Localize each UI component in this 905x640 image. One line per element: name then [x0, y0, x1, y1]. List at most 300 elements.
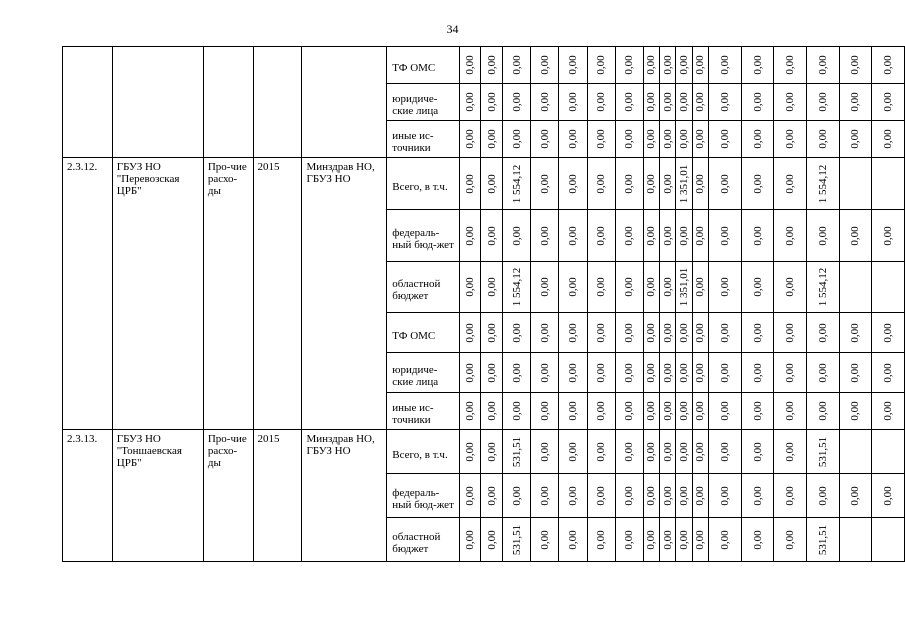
value-cell: [559, 353, 587, 393]
value-cell: [709, 262, 742, 313]
value-text: 0,00: [538, 173, 551, 194]
value-text: 0,00: [882, 401, 895, 421]
value-text: 0,00: [645, 485, 658, 506]
value-cell: [643, 47, 659, 84]
value-cell: [872, 84, 905, 121]
value-cell: [615, 518, 643, 562]
value-text: 0,00: [595, 322, 608, 343]
value-cell: [839, 474, 872, 518]
value-cell: [587, 353, 615, 393]
value-cell: [807, 210, 840, 262]
value-text: 0,00: [566, 225, 579, 246]
value-text: 0,00: [485, 322, 498, 343]
value-cell: [459, 262, 481, 313]
value-text: 0,00: [882, 55, 895, 75]
value-text: 0,00: [623, 55, 636, 75]
value-cell: [643, 84, 659, 121]
value-text: 0,00: [464, 55, 477, 75]
value-text: 0,00: [566, 92, 579, 112]
value-text: 0,00: [784, 529, 797, 550]
value-text: 0,00: [718, 129, 731, 149]
value-cell: [615, 430, 643, 474]
funding-source: Всего, в т.ч.: [387, 430, 459, 474]
value-cell: [807, 474, 840, 518]
value-text: 0,00: [645, 129, 658, 149]
value-text: 0,00: [882, 485, 895, 506]
value-text: 0,00: [718, 441, 731, 462]
value-cell: [643, 474, 659, 518]
value-text: 0,00: [595, 441, 608, 462]
table-row: [63, 158, 905, 210]
value-cell: [615, 84, 643, 121]
value-text: 0,00: [623, 322, 636, 343]
value-text: 0,00: [751, 529, 764, 550]
value-text: 0,00: [566, 277, 579, 297]
value-text: 0,00: [595, 92, 608, 112]
value-cell: [872, 210, 905, 262]
value-cell: [741, 84, 774, 121]
value-cell: [741, 158, 774, 210]
value-text: 0,00: [566, 55, 579, 75]
value-cell: [741, 47, 774, 84]
value-text: 0,00: [464, 362, 477, 383]
value-cell: [615, 393, 643, 430]
value-text: 0,00: [678, 92, 691, 112]
value-cell: [807, 158, 840, 210]
value-cell: [676, 393, 692, 430]
value-text: 0,00: [595, 225, 608, 246]
value-cell: [872, 47, 905, 84]
value-cell: [531, 121, 559, 158]
value-text: 0,00: [595, 485, 608, 506]
value-cell: [615, 353, 643, 393]
value-cell: [676, 262, 692, 313]
value-cell: [643, 353, 659, 393]
value-text: 0,00: [510, 92, 523, 112]
value-text: 0,00: [694, 277, 707, 297]
value-cell: [807, 518, 840, 562]
value-text: 0,00: [751, 401, 764, 421]
value-cell: [503, 313, 531, 353]
value-text: 531,51: [510, 436, 523, 467]
value-text: 1 351,01: [678, 164, 691, 203]
value-text: 0,00: [485, 55, 498, 75]
value-cell: [774, 84, 807, 121]
value-text: 0,00: [510, 129, 523, 149]
value-cell: [741, 474, 774, 518]
value-cell: [709, 84, 742, 121]
value-cell: [676, 158, 692, 210]
value-text: 0,00: [464, 225, 477, 246]
value-cell: [872, 518, 905, 562]
value-cell: [559, 262, 587, 313]
value-text: 0,00: [678, 362, 691, 383]
value-text: 0,00: [566, 129, 579, 149]
value-text: 0,00: [645, 441, 658, 462]
value-cell: [615, 121, 643, 158]
value-text: 0,00: [694, 362, 707, 383]
value-cell: [559, 158, 587, 210]
value-text: 0,00: [566, 401, 579, 421]
funding-source: ТФ ОМС: [387, 47, 459, 84]
value-text: 0,00: [661, 529, 674, 550]
value-cell: [503, 430, 531, 474]
value-text: 0,00: [882, 322, 895, 343]
value-cell: [481, 121, 503, 158]
value-cell: [676, 47, 692, 84]
value-cell: [587, 518, 615, 562]
expense-kind: [203, 47, 253, 158]
value-cell: [660, 262, 676, 313]
value-cell: [531, 393, 559, 430]
value-text: 0,00: [538, 225, 551, 246]
value-text: 0,00: [849, 485, 862, 506]
value-cell: [503, 518, 531, 562]
value-cell: [741, 393, 774, 430]
value-text: 0,00: [751, 322, 764, 343]
value-cell: [643, 262, 659, 313]
value-text: 0,00: [784, 225, 797, 246]
value-cell: [676, 353, 692, 393]
value-cell: [459, 430, 481, 474]
value-cell: [872, 121, 905, 158]
value-text: 0,00: [751, 92, 764, 112]
value-text: 0,00: [595, 401, 608, 421]
institution-name: [112, 47, 203, 158]
value-text: 0,00: [464, 441, 477, 462]
value-cell: [709, 47, 742, 84]
value-text: 0,00: [849, 55, 862, 75]
value-text: 0,00: [485, 225, 498, 246]
value-text: 0,00: [645, 92, 658, 112]
value-cell: [692, 353, 708, 393]
value-cell: [615, 313, 643, 353]
value-cell: [660, 518, 676, 562]
value-text: 0,00: [464, 529, 477, 550]
value-cell: [587, 313, 615, 353]
value-cell: [643, 393, 659, 430]
value-cell: [872, 393, 905, 430]
value-cell: [709, 430, 742, 474]
value-text: 0,00: [510, 362, 523, 383]
value-text: 0,00: [538, 529, 551, 550]
value-text: 0,00: [645, 529, 658, 550]
value-cell: [709, 121, 742, 158]
value-cell: [459, 313, 481, 353]
value-cell: [559, 518, 587, 562]
executor: Минздрав НО, ГБУЗ НО: [302, 158, 387, 430]
value-cell: [872, 262, 905, 313]
value-cell: [774, 353, 807, 393]
value-cell: [660, 313, 676, 353]
value-cell: [692, 262, 708, 313]
value-cell: [615, 47, 643, 84]
value-cell: [774, 393, 807, 430]
value-text: 0,00: [816, 92, 829, 112]
value-cell: [692, 313, 708, 353]
financing-table: [62, 46, 905, 562]
value-text: 0,00: [694, 441, 707, 462]
value-cell: [774, 121, 807, 158]
value-cell: [676, 210, 692, 262]
value-cell: [774, 262, 807, 313]
value-cell: [481, 47, 503, 84]
value-cell: [872, 158, 905, 210]
value-text: 0,00: [849, 362, 862, 383]
value-text: 1 554,12: [816, 164, 829, 203]
value-cell: [839, 210, 872, 262]
value-text: 0,00: [784, 322, 797, 343]
value-text: 0,00: [623, 529, 636, 550]
value-text: 0,00: [595, 173, 608, 194]
value-text: 0,00: [882, 92, 895, 112]
value-text: 0,00: [751, 129, 764, 149]
value-text: 0,00: [510, 401, 523, 421]
value-text: 0,00: [694, 173, 707, 194]
value-cell: [741, 313, 774, 353]
value-text: 0,00: [566, 441, 579, 462]
value-text: 0,00: [566, 322, 579, 343]
value-text: 0,00: [538, 92, 551, 112]
value-text: 0,00: [751, 441, 764, 462]
value-cell: [692, 158, 708, 210]
institution-name: ГБУЗ НО "Тоншаевская ЦРБ": [112, 430, 203, 562]
value-text: 0,00: [623, 173, 636, 194]
value-text: 0,00: [784, 401, 797, 421]
value-cell: [615, 474, 643, 518]
value-text: 0,00: [678, 529, 691, 550]
value-text: 0,00: [718, 55, 731, 75]
value-cell: [587, 262, 615, 313]
value-text: 0,00: [538, 322, 551, 343]
value-cell: [559, 393, 587, 430]
value-text: 0,00: [882, 225, 895, 246]
value-text: 0,00: [538, 55, 551, 75]
value-cell: [807, 353, 840, 393]
value-text: 0,00: [784, 129, 797, 149]
value-text: 0,00: [566, 362, 579, 383]
value-cell: [807, 84, 840, 121]
value-cell: [692, 474, 708, 518]
value-text: 0,00: [816, 225, 829, 246]
value-text: 0,00: [718, 529, 731, 550]
value-cell: [709, 158, 742, 210]
value-text: 0,00: [661, 55, 674, 75]
value-text: 0,00: [849, 401, 862, 421]
value-cell: [459, 393, 481, 430]
value-text: 0,00: [718, 277, 731, 297]
value-text: 0,00: [751, 362, 764, 383]
value-text: 0,00: [816, 401, 829, 421]
value-cell: [459, 158, 481, 210]
value-text: 0,00: [595, 277, 608, 297]
value-text: 0,00: [816, 129, 829, 149]
value-cell: [660, 210, 676, 262]
value-text: 0,00: [464, 173, 477, 194]
expense-kind: Про-чие расхо-ды: [203, 158, 253, 430]
value-text: 0,00: [538, 485, 551, 506]
value-cell: [481, 353, 503, 393]
value-cell: [531, 47, 559, 84]
value-text: 0,00: [882, 129, 895, 149]
value-text: 0,00: [623, 441, 636, 462]
value-cell: [459, 353, 481, 393]
value-cell: [643, 313, 659, 353]
value-cell: [531, 158, 559, 210]
value-cell: [692, 518, 708, 562]
value-cell: [839, 262, 872, 313]
value-text: 0,00: [718, 401, 731, 421]
value-cell: [872, 353, 905, 393]
value-text: 0,00: [485, 92, 498, 112]
value-cell: [839, 47, 872, 84]
value-text: 0,00: [694, 401, 707, 421]
value-cell: [839, 313, 872, 353]
value-cell: [692, 210, 708, 262]
value-text: 0,00: [566, 485, 579, 506]
value-text: 0,00: [694, 485, 707, 506]
value-text: 0,00: [678, 129, 691, 149]
value-cell: [692, 84, 708, 121]
value-cell: [807, 121, 840, 158]
funding-source: федераль-ный бюд-жет: [387, 474, 459, 518]
value-cell: [559, 210, 587, 262]
value-text: 1 554,12: [510, 267, 523, 307]
value-text: 0,00: [718, 362, 731, 383]
value-text: 0,00: [645, 225, 658, 246]
value-text: 0,00: [485, 441, 498, 462]
value-text: 0,00: [464, 401, 477, 421]
value-text: 0,00: [623, 401, 636, 421]
value-cell: [643, 518, 659, 562]
value-cell: [872, 474, 905, 518]
value-cell: [741, 121, 774, 158]
value-cell: [676, 121, 692, 158]
page-number: 34: [446, 22, 459, 36]
value-text: 0,00: [678, 322, 691, 343]
value-text: 0,00: [694, 322, 707, 343]
value-cell: [481, 262, 503, 313]
value-cell: [872, 313, 905, 353]
funding-source: юридиче-ские лица: [387, 84, 459, 121]
value-cell: [459, 474, 481, 518]
value-cell: [676, 313, 692, 353]
value-cell: [531, 313, 559, 353]
value-cell: [643, 430, 659, 474]
value-text: 1 351,01: [678, 267, 691, 307]
value-cell: [676, 518, 692, 562]
value-cell: [839, 430, 872, 474]
value-text: 0,00: [784, 173, 797, 194]
value-text: 0,00: [510, 322, 523, 343]
value-text: 0,00: [694, 55, 707, 75]
value-cell: [481, 84, 503, 121]
value-text: 0,00: [645, 277, 658, 297]
value-text: 0,00: [661, 322, 674, 343]
value-cell: [559, 430, 587, 474]
value-text: 0,00: [566, 529, 579, 550]
value-cell: [660, 121, 676, 158]
value-text: 0,00: [784, 441, 797, 462]
value-text: 0,00: [718, 92, 731, 112]
value-cell: [531, 474, 559, 518]
value-text: 0,00: [694, 92, 707, 112]
value-cell: [839, 518, 872, 562]
value-text: 0,00: [485, 485, 498, 506]
value-text: 0,00: [645, 55, 658, 75]
value-text: 0,00: [485, 362, 498, 383]
value-cell: [741, 518, 774, 562]
value-text: 0,00: [849, 225, 862, 246]
value-cell: [660, 158, 676, 210]
value-cell: [741, 210, 774, 262]
value-text: 0,00: [816, 485, 829, 506]
value-text: 0,00: [623, 92, 636, 112]
executor: Минздрав НО, ГБУЗ НО: [302, 430, 387, 562]
value-text: 0,00: [678, 441, 691, 462]
value-text: 531,51: [816, 524, 829, 555]
value-text: 0,00: [464, 485, 477, 506]
value-cell: [459, 518, 481, 562]
value-cell: [660, 474, 676, 518]
value-text: 0,00: [485, 401, 498, 421]
value-cell: [503, 393, 531, 430]
value-text: 0,00: [510, 225, 523, 246]
value-cell: [774, 518, 807, 562]
value-text: 0,00: [623, 225, 636, 246]
value-cell: [587, 393, 615, 430]
value-cell: [709, 393, 742, 430]
value-cell: [676, 84, 692, 121]
value-text: 0,00: [485, 129, 498, 149]
value-cell: [481, 313, 503, 353]
row-code: 2.3.13.: [63, 430, 113, 562]
value-cell: [692, 430, 708, 474]
value-cell: [531, 430, 559, 474]
table-row: [63, 47, 905, 84]
value-text: 0,00: [661, 441, 674, 462]
value-text: 0,00: [661, 225, 674, 246]
value-cell: [774, 430, 807, 474]
value-cell: [503, 474, 531, 518]
value-cell: [503, 353, 531, 393]
value-cell: [709, 210, 742, 262]
value-cell: [587, 474, 615, 518]
value-text: 0,00: [694, 529, 707, 550]
value-text: 0,00: [718, 173, 731, 194]
value-text: 0,00: [566, 173, 579, 194]
value-cell: [839, 353, 872, 393]
value-cell: [692, 121, 708, 158]
value-text: 0,00: [661, 173, 674, 194]
value-cell: [587, 84, 615, 121]
value-text: 0,00: [849, 92, 862, 112]
value-cell: [807, 313, 840, 353]
value-text: 0,00: [816, 55, 829, 75]
row-code: [63, 47, 113, 158]
value-text: 0,00: [595, 529, 608, 550]
value-cell: [531, 353, 559, 393]
value-cell: [774, 474, 807, 518]
value-text: 0,00: [645, 173, 658, 194]
value-text: 0,00: [538, 129, 551, 149]
funding-source: федераль-ный бюд-жет: [387, 210, 459, 262]
funding-source: ТФ ОМС: [387, 313, 459, 353]
value-cell: [692, 393, 708, 430]
value-cell: [774, 158, 807, 210]
value-cell: [503, 262, 531, 313]
value-cell: [531, 262, 559, 313]
